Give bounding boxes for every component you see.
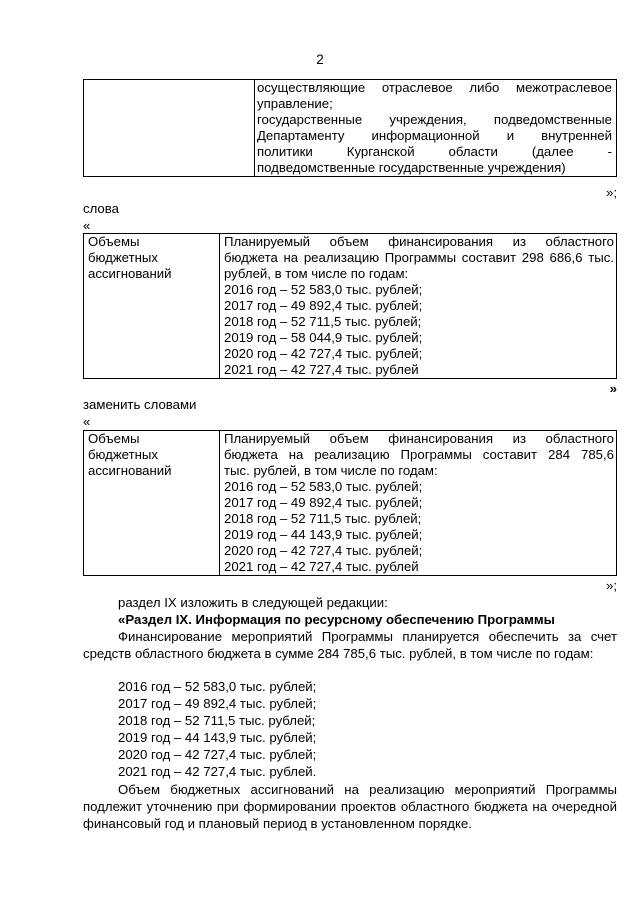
table-line: 2019 год – 58 044,9 тыс. рублей; <box>224 330 423 345</box>
table-line: 2021 год – 42 727,4 тыс. рублей <box>224 362 419 377</box>
table-continuation <box>83 79 617 177</box>
open-quote: « <box>83 218 91 233</box>
table-line: 2017 год – 49 892,4 тыс. рублей; <box>224 495 423 510</box>
close-quote: »; <box>606 185 617 200</box>
table-line: осуществляющие отраслевое либо межотраслевое <box>257 80 612 95</box>
table-line: 2018 год – 52 711,5 тыс. рублей; <box>224 314 422 329</box>
table-left-cell-empty <box>84 80 255 177</box>
clarification-paragraph: Объем бюджетных ассигнований на реализацию мероприятий Программы подлежит уточнению при формировании проектов областного бюджета на очередной финансовый год и плановый период в установленном порядке. <box>83 782 617 831</box>
table-line: бюджета на реализацию Программы составит 298 686,6 тыс. <box>224 250 614 265</box>
table-line: государственные учреждения, подведомственные <box>257 112 612 127</box>
table-line: 2018 год – 52 711,5 тыс. рублей; <box>224 511 422 526</box>
table-line: политики Курганской области (далее - <box>257 144 612 159</box>
table-line: управление; <box>257 96 333 111</box>
table-line: 2019 год – 44 143,9 тыс. рублей; <box>224 527 423 542</box>
year-line: 2016 год – 52 583,0 тыс. рублей; <box>118 679 317 694</box>
open-quote: « <box>83 414 91 429</box>
section-intro: раздел IX изложить в следующей редакции: <box>118 595 388 610</box>
replace-label: заменить словами <box>83 397 197 412</box>
table-line: бюджета на реализацию Программы составит 284 785,6 <box>224 447 614 462</box>
table-right-cell <box>220 234 617 379</box>
year-line: 2021 год – 42 727,4 тыс. рублей. <box>118 764 317 779</box>
table-left-cell <box>84 234 220 379</box>
table-line: 2017 год – 49 892,4 тыс. рублей; <box>224 298 423 313</box>
table-line: Департаменту информационной и внутренней <box>257 128 612 143</box>
page-number: 2 <box>316 52 324 67</box>
table-line: рублей, в том числе по годам: <box>224 266 409 281</box>
year-line: 2017 год – 49 892,4 тыс. рублей; <box>118 696 317 711</box>
table-line: Планируемый объем финансирования из областного <box>224 234 614 249</box>
table-line: 2016 год – 52 583,0 тыс. рублей; <box>224 282 423 297</box>
table-line: подведомственные государственные учреждения) <box>257 160 566 175</box>
table-left-cell <box>84 431 220 576</box>
words-label: слова <box>83 201 119 216</box>
table-new-amounts <box>83 430 617 576</box>
section-heading: «Раздел IX. Информация по ресурсному обеспечению Программы <box>118 612 555 627</box>
table-old-amounts <box>83 233 617 379</box>
table-right-cell <box>220 431 617 576</box>
financing-paragraph: Финансирование мероприятий Программы планируется обеспечить за счет средств областного бюджета в сумме 284 785,6 тыс. рублей, в том числе по годам: <box>83 629 617 661</box>
table-line: тыс. рублей, в том числе по годам: <box>224 463 438 478</box>
table-line: Объемы <box>88 431 140 446</box>
table-line: Объемы <box>88 234 140 249</box>
year-line: 2018 год – 52 711,5 тыс. рублей; <box>118 713 316 728</box>
close-quote: » <box>609 381 617 396</box>
table-line: бюджетных <box>88 447 158 462</box>
table-line: ассигнований <box>88 266 172 281</box>
table-line: 2016 год – 52 583,0 тыс. рублей; <box>224 479 423 494</box>
year-line: 2020 год – 42 727,4 тыс. рублей; <box>118 747 317 762</box>
year-line: 2019 год – 44 143,9 тыс. рублей; <box>118 730 317 745</box>
table-line: 2020 год – 42 727,4 тыс. рублей; <box>224 346 423 361</box>
table-line: бюджетных <box>88 250 158 265</box>
table-right-cell <box>255 80 617 177</box>
close-quote: »; <box>606 578 617 593</box>
table-line: ассигнований <box>88 463 172 478</box>
table-line: 2021 год – 42 727,4 тыс. рублей <box>224 559 419 574</box>
table-line: Планируемый объем финансирования из областного <box>224 431 614 446</box>
table-line: 2020 год – 42 727,4 тыс. рублей; <box>224 543 423 558</box>
